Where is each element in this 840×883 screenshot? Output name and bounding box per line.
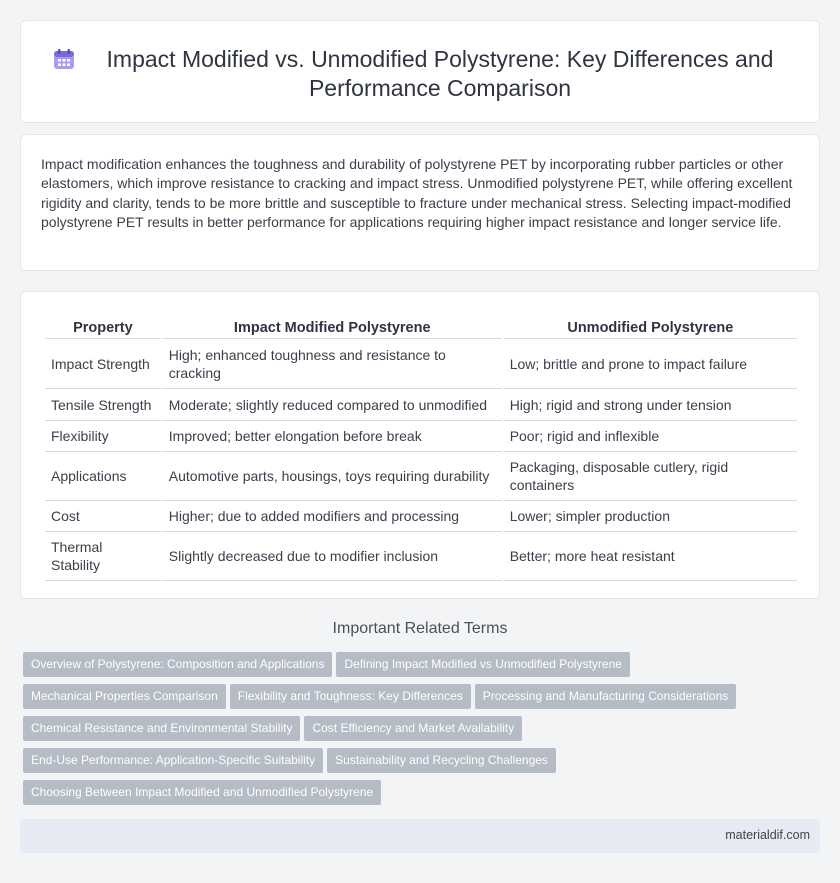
table-header-row xyxy=(45,311,797,339)
unmodified-cell: Better; more heat resistant xyxy=(504,532,797,581)
related-term-tag[interactable]: Processing and Manufacturing Considerations xyxy=(475,684,736,709)
tag-row xyxy=(23,716,803,748)
comparison-table xyxy=(43,311,799,581)
calendar-icon xyxy=(53,48,75,70)
footer xyxy=(20,819,820,853)
tag-row xyxy=(23,780,803,812)
impact-modified-cell: Improved; better elongation before break xyxy=(163,421,502,452)
related-terms-tags xyxy=(23,652,803,812)
property-cell: Thermal Stability xyxy=(45,532,161,581)
impact-modified-cell: Higher; due to added modifiers and processing xyxy=(163,501,502,532)
unmodified-cell: High; rigid and strong under tension xyxy=(504,389,797,421)
comparison-table-card xyxy=(20,291,820,599)
related-term-tag[interactable]: Cost Efficiency and Market Availability xyxy=(304,716,522,741)
property-cell: Tensile Strength xyxy=(45,389,161,421)
related-term-tag[interactable]: Chemical Resistance and Environmental Stability xyxy=(23,716,300,741)
table-row xyxy=(45,532,797,581)
page-title: Impact Modified vs. Unmodified Polystyrene: Key Differences and Performance Comparison xyxy=(106,46,774,101)
related-term-tag[interactable]: Overview of Polystyrene: Composition and Applications xyxy=(23,652,332,677)
impact-modified-cell: Moderate; slightly reduced compared to unmodified xyxy=(163,389,502,421)
related-term-tag[interactable]: Flexibility and Toughness: Key Differences xyxy=(230,684,471,709)
table-row xyxy=(45,421,797,452)
column-header-impact-modified: Impact Modified Polystyrene xyxy=(163,311,502,339)
tag-row xyxy=(23,652,803,684)
table-row xyxy=(45,389,797,421)
property-cell: Cost xyxy=(45,501,161,532)
unmodified-cell: Low; brittle and prone to impact failure xyxy=(504,339,797,389)
unmodified-cell: Poor; rigid and inflexible xyxy=(504,421,797,452)
tag-row xyxy=(23,748,803,780)
table-row xyxy=(45,501,797,532)
intro-paragraph: Impact modification enhances the toughness and durability of polystyrene PET by incorporating rubber particles or other elastomers, which improve resistance to cracking and impact stress. Unmodified polystyrene PET, while offering excellent rigidity and clarity, tends to be more brittle and susceptible to fracture under mechanical stress. Selecting impact-modified polystyrene PET results in better performance for applications requiring higher impact resistance and longer service life. xyxy=(41,156,793,231)
related-term-tag[interactable]: Choosing Between Impact Modified and Unmodified Polystyrene xyxy=(23,780,381,805)
footer-site-link[interactable]: materialdif.com xyxy=(725,828,810,842)
table-row xyxy=(45,452,797,501)
unmodified-cell: Packaging, disposable cutlery, rigid containers xyxy=(504,452,797,501)
tag-row xyxy=(23,684,803,716)
header-card xyxy=(20,20,820,123)
property-cell: Applications xyxy=(45,452,161,501)
impact-modified-cell: Slightly decreased due to modifier inclusion xyxy=(163,532,502,581)
related-term-tag[interactable]: Sustainability and Recycling Challenges xyxy=(327,748,556,773)
intro-card xyxy=(20,134,820,271)
property-cell: Flexibility xyxy=(45,421,161,452)
related-term-tag[interactable]: Mechanical Properties Comparison xyxy=(23,684,226,709)
related-terms-title: Important Related Terms xyxy=(332,620,508,637)
impact-modified-cell: High; enhanced toughness and resistance to cracking xyxy=(163,339,502,389)
property-cell: Impact Strength xyxy=(45,339,161,389)
related-term-tag[interactable]: End-Use Performance: Application-Specific Suitability xyxy=(23,748,323,773)
impact-modified-cell: Automotive parts, housings, toys requiring durability xyxy=(163,452,502,501)
column-header-unmodified: Unmodified Polystyrene xyxy=(504,311,797,339)
related-term-tag[interactable]: Defining Impact Modified vs Unmodified Polystyrene xyxy=(336,652,629,677)
column-header-property: Property xyxy=(45,311,161,339)
unmodified-cell: Lower; simpler production xyxy=(504,501,797,532)
table-row xyxy=(45,339,797,389)
